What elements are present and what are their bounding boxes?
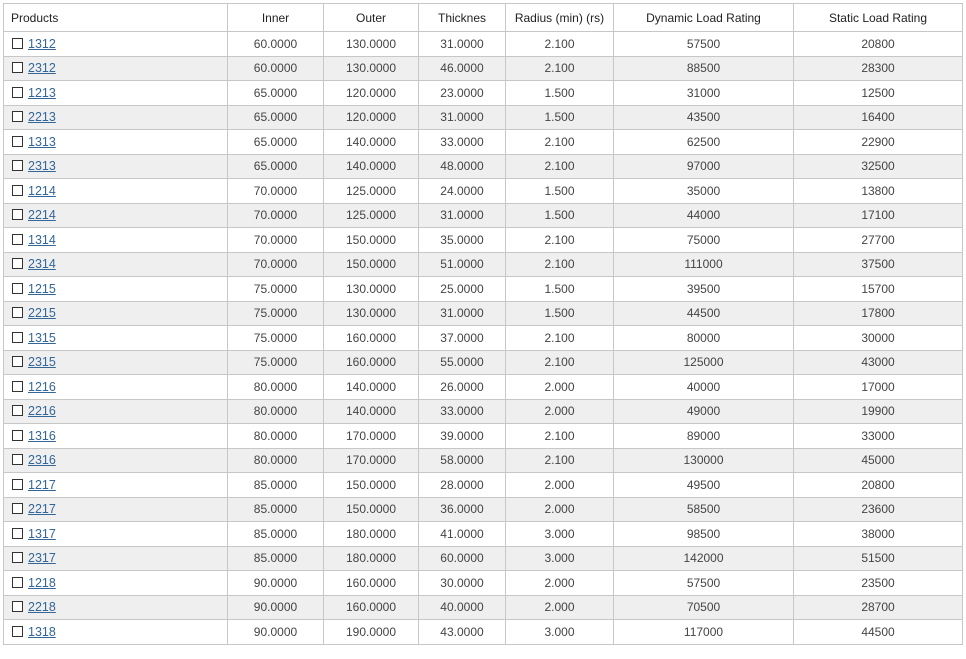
product-cell <box>4 571 228 596</box>
row-select-checkbox[interactable] <box>12 430 23 441</box>
dynamic-load-cell: 40000 <box>614 375 794 400</box>
row-select-checkbox[interactable] <box>12 136 23 147</box>
outer-cell: 180.0000 <box>324 546 419 571</box>
row-select-checkbox[interactable] <box>12 552 23 563</box>
inner-cell: 60.0000 <box>228 32 324 57</box>
static-load-cell: 22900 <box>794 130 963 155</box>
radius-cell: 2.100 <box>506 350 614 375</box>
product-cell <box>4 130 228 155</box>
static-load-cell: 51500 <box>794 546 963 571</box>
inner-cell: 65.0000 <box>228 105 324 130</box>
table-row <box>4 350 963 375</box>
thickness-cell: 37.0000 <box>419 326 506 351</box>
radius-cell: 2.100 <box>506 448 614 473</box>
inner-cell: 75.0000 <box>228 301 324 326</box>
product-link[interactable]: 2314 <box>28 257 56 272</box>
product-cell <box>4 81 228 106</box>
static-load-cell: 20800 <box>794 32 963 57</box>
thickness-cell: 25.0000 <box>419 277 506 302</box>
table-row <box>4 473 963 498</box>
outer-cell: 170.0000 <box>324 448 419 473</box>
thickness-cell: 58.0000 <box>419 448 506 473</box>
thickness-cell: 48.0000 <box>419 154 506 179</box>
product-link[interactable]: 1314 <box>28 232 56 247</box>
product-link[interactable]: 1214 <box>28 183 56 198</box>
table-row <box>4 130 963 155</box>
table-row <box>4 595 963 620</box>
static-load-cell: 16400 <box>794 105 963 130</box>
product-cell <box>4 497 228 522</box>
outer-cell: 150.0000 <box>324 228 419 253</box>
product-link[interactable]: 2317 <box>28 551 56 566</box>
static-load-cell: 37500 <box>794 252 963 277</box>
outer-cell: 150.0000 <box>324 252 419 277</box>
inner-cell: 80.0000 <box>228 399 324 424</box>
thickness-cell: 31.0000 <box>419 301 506 326</box>
dynamic-load-cell: 57500 <box>614 571 794 596</box>
inner-cell: 70.0000 <box>228 228 324 253</box>
product-link[interactable]: 2313 <box>28 159 56 174</box>
static-load-cell: 30000 <box>794 326 963 351</box>
row-select-checkbox[interactable] <box>12 283 23 294</box>
thickness-cell: 40.0000 <box>419 595 506 620</box>
thickness-cell: 30.0000 <box>419 571 506 596</box>
row-select-checkbox[interactable] <box>12 258 23 269</box>
product-link[interactable]: 2217 <box>28 502 56 517</box>
thickness-cell: 31.0000 <box>419 105 506 130</box>
thickness-cell: 39.0000 <box>419 424 506 449</box>
thickness-cell: 33.0000 <box>419 399 506 424</box>
inner-cell: 85.0000 <box>228 473 324 498</box>
product-cell <box>4 32 228 57</box>
outer-cell: 140.0000 <box>324 375 419 400</box>
product-cell <box>4 473 228 498</box>
outer-cell: 160.0000 <box>324 350 419 375</box>
inner-cell: 85.0000 <box>228 546 324 571</box>
dynamic-load-cell: 111000 <box>614 252 794 277</box>
product-link[interactable]: 2215 <box>28 306 56 321</box>
inner-cell: 65.0000 <box>228 81 324 106</box>
product-cell <box>4 399 228 424</box>
radius-cell: 3.000 <box>506 522 614 547</box>
radius-cell: 1.500 <box>506 81 614 106</box>
row-select-checkbox[interactable] <box>12 381 23 392</box>
thickness-cell: 24.0000 <box>419 179 506 204</box>
dynamic-load-cell: 117000 <box>614 620 794 645</box>
product-cell <box>4 620 228 645</box>
inner-cell: 80.0000 <box>228 375 324 400</box>
column-header-products[interactable]: Products <box>4 4 228 32</box>
static-load-cell: 43000 <box>794 350 963 375</box>
row-select-checkbox[interactable] <box>12 528 23 539</box>
table-row <box>4 179 963 204</box>
row-select-checkbox[interactable] <box>12 601 23 612</box>
table-row <box>4 399 963 424</box>
dynamic-load-cell: 49500 <box>614 473 794 498</box>
thickness-cell: 43.0000 <box>419 620 506 645</box>
outer-cell: 150.0000 <box>324 473 419 498</box>
inner-cell: 85.0000 <box>228 497 324 522</box>
static-load-cell: 45000 <box>794 448 963 473</box>
table-row <box>4 424 963 449</box>
row-select-checkbox[interactable] <box>12 185 23 196</box>
row-select-checkbox[interactable] <box>12 356 23 367</box>
inner-cell: 65.0000 <box>228 154 324 179</box>
static-load-cell: 27700 <box>794 228 963 253</box>
product-link[interactable]: 1217 <box>28 477 56 492</box>
table-row <box>4 154 963 179</box>
thickness-cell: 46.0000 <box>419 56 506 81</box>
table-row <box>4 203 963 228</box>
static-load-cell: 19900 <box>794 399 963 424</box>
radius-cell: 2.100 <box>506 56 614 81</box>
outer-cell: 120.0000 <box>324 81 419 106</box>
outer-cell: 125.0000 <box>324 203 419 228</box>
outer-cell: 130.0000 <box>324 277 419 302</box>
row-select-checkbox[interactable] <box>12 62 23 73</box>
static-load-cell: 23600 <box>794 497 963 522</box>
row-select-checkbox[interactable] <box>12 577 23 588</box>
radius-cell: 1.500 <box>506 301 614 326</box>
product-link[interactable]: 2216 <box>28 404 56 419</box>
thickness-cell: 28.0000 <box>419 473 506 498</box>
table-row <box>4 448 963 473</box>
inner-cell: 75.0000 <box>228 326 324 351</box>
radius-cell: 1.500 <box>506 105 614 130</box>
radius-cell: 1.500 <box>506 277 614 302</box>
inner-cell: 70.0000 <box>228 203 324 228</box>
static-load-cell: 33000 <box>794 424 963 449</box>
product-cell <box>4 326 228 351</box>
product-link[interactable]: 2316 <box>28 453 56 468</box>
outer-cell: 170.0000 <box>324 424 419 449</box>
products-table <box>3 3 963 645</box>
dynamic-load-cell: 44000 <box>614 203 794 228</box>
product-link[interactable]: 1216 <box>28 379 56 394</box>
thickness-cell: 23.0000 <box>419 81 506 106</box>
product-cell <box>4 277 228 302</box>
table-row <box>4 571 963 596</box>
static-load-cell: 15700 <box>794 277 963 302</box>
radius-cell: 2.100 <box>506 424 614 449</box>
table-header-row <box>4 4 963 32</box>
column-header-inner[interactable]: Inner <box>228 4 324 32</box>
table-row <box>4 252 963 277</box>
outer-cell: 140.0000 <box>324 154 419 179</box>
product-cell <box>4 424 228 449</box>
inner-cell: 70.0000 <box>228 252 324 277</box>
dynamic-load-cell: 130000 <box>614 448 794 473</box>
radius-cell: 2.100 <box>506 154 614 179</box>
row-select-checkbox[interactable] <box>12 38 23 49</box>
product-link[interactable]: 2312 <box>28 61 56 76</box>
static-load-cell: 23500 <box>794 571 963 596</box>
inner-cell: 90.0000 <box>228 620 324 645</box>
product-cell <box>4 203 228 228</box>
table-row <box>4 326 963 351</box>
product-cell <box>4 595 228 620</box>
outer-cell: 130.0000 <box>324 56 419 81</box>
row-select-checkbox[interactable] <box>12 479 23 490</box>
product-cell <box>4 350 228 375</box>
radius-cell: 2.000 <box>506 595 614 620</box>
row-select-checkbox[interactable] <box>12 234 23 245</box>
product-link[interactable]: 2214 <box>28 208 56 223</box>
inner-cell: 60.0000 <box>228 56 324 81</box>
radius-cell: 1.500 <box>506 203 614 228</box>
outer-cell: 160.0000 <box>324 326 419 351</box>
outer-cell: 140.0000 <box>324 399 419 424</box>
row-select-checkbox[interactable] <box>12 209 23 220</box>
inner-cell: 90.0000 <box>228 595 324 620</box>
product-link[interactable]: 1313 <box>28 134 56 149</box>
radius-cell: 2.000 <box>506 497 614 522</box>
static-load-cell: 13800 <box>794 179 963 204</box>
dynamic-load-cell: 58500 <box>614 497 794 522</box>
column-header-static-load-rating[interactable]: Static Load Rating <box>794 4 963 32</box>
table-row <box>4 497 963 522</box>
static-load-cell: 17800 <box>794 301 963 326</box>
outer-cell: 120.0000 <box>324 105 419 130</box>
radius-cell: 2.100 <box>506 326 614 351</box>
dynamic-load-cell: 89000 <box>614 424 794 449</box>
radius-cell: 2.100 <box>506 228 614 253</box>
static-load-cell: 20800 <box>794 473 963 498</box>
dynamic-load-cell: 98500 <box>614 522 794 547</box>
outer-cell: 130.0000 <box>324 301 419 326</box>
row-select-checkbox[interactable] <box>12 405 23 416</box>
thickness-cell: 31.0000 <box>419 32 506 57</box>
outer-cell: 160.0000 <box>324 595 419 620</box>
thickness-cell: 51.0000 <box>419 252 506 277</box>
inner-cell: 70.0000 <box>228 179 324 204</box>
dynamic-load-cell: 39500 <box>614 277 794 302</box>
dynamic-load-cell: 62500 <box>614 130 794 155</box>
thickness-cell: 33.0000 <box>419 130 506 155</box>
radius-cell: 1.500 <box>506 179 614 204</box>
dynamic-load-cell: 44500 <box>614 301 794 326</box>
product-cell <box>4 546 228 571</box>
product-cell <box>4 105 228 130</box>
thickness-cell: 36.0000 <box>419 497 506 522</box>
table-row <box>4 81 963 106</box>
dynamic-load-cell: 142000 <box>614 546 794 571</box>
inner-cell: 90.0000 <box>228 571 324 596</box>
inner-cell: 80.0000 <box>228 448 324 473</box>
thickness-cell: 60.0000 <box>419 546 506 571</box>
table-row <box>4 375 963 400</box>
radius-cell: 2.100 <box>506 130 614 155</box>
static-load-cell: 44500 <box>794 620 963 645</box>
product-cell <box>4 375 228 400</box>
inner-cell: 75.0000 <box>228 350 324 375</box>
table-row <box>4 105 963 130</box>
product-cell <box>4 179 228 204</box>
column-header-outer[interactable]: Outer <box>324 4 419 32</box>
product-cell <box>4 301 228 326</box>
radius-cell: 2.100 <box>506 252 614 277</box>
dynamic-load-cell: 31000 <box>614 81 794 106</box>
thickness-cell: 41.0000 <box>419 522 506 547</box>
radius-cell: 3.000 <box>506 546 614 571</box>
product-link[interactable]: 1317 <box>28 526 56 541</box>
dynamic-load-cell: 80000 <box>614 326 794 351</box>
row-select-checkbox[interactable] <box>12 454 23 465</box>
column-header-thickness[interactable]: Thicknes <box>419 4 506 32</box>
product-cell <box>4 154 228 179</box>
dynamic-load-cell: 70500 <box>614 595 794 620</box>
row-select-checkbox[interactable] <box>12 307 23 318</box>
product-cell <box>4 448 228 473</box>
table-row <box>4 277 963 302</box>
row-select-checkbox[interactable] <box>12 160 23 171</box>
dynamic-load-cell: 125000 <box>614 350 794 375</box>
dynamic-load-cell: 97000 <box>614 154 794 179</box>
product-link[interactable]: 1312 <box>28 36 56 51</box>
table-row <box>4 301 963 326</box>
outer-cell: 190.0000 <box>324 620 419 645</box>
product-cell <box>4 56 228 81</box>
product-cell <box>4 228 228 253</box>
outer-cell: 125.0000 <box>324 179 419 204</box>
inner-cell: 85.0000 <box>228 522 324 547</box>
dynamic-load-cell: 43500 <box>614 105 794 130</box>
table-row <box>4 522 963 547</box>
product-link[interactable]: 1315 <box>28 330 56 345</box>
thickness-cell: 55.0000 <box>419 350 506 375</box>
static-load-cell: 17100 <box>794 203 963 228</box>
static-load-cell: 12500 <box>794 81 963 106</box>
static-load-cell: 32500 <box>794 154 963 179</box>
product-link[interactable]: 2315 <box>28 355 56 370</box>
outer-cell: 130.0000 <box>324 32 419 57</box>
row-select-checkbox[interactable] <box>12 87 23 98</box>
static-load-cell: 28700 <box>794 595 963 620</box>
row-select-checkbox[interactable] <box>12 111 23 122</box>
radius-cell: 2.000 <box>506 571 614 596</box>
dynamic-load-cell: 88500 <box>614 56 794 81</box>
dynamic-load-cell: 35000 <box>614 179 794 204</box>
radius-cell: 2.000 <box>506 375 614 400</box>
product-link[interactable]: 2213 <box>28 110 56 125</box>
outer-cell: 160.0000 <box>324 571 419 596</box>
dynamic-load-cell: 57500 <box>614 32 794 57</box>
column-header-dynamic-load-rating[interactable]: Dynamic Load Rating <box>614 4 794 32</box>
static-load-cell: 38000 <box>794 522 963 547</box>
table-row <box>4 546 963 571</box>
inner-cell: 80.0000 <box>228 424 324 449</box>
column-header-radius[interactable]: Radius (min) (rs) <box>506 4 614 32</box>
radius-cell: 2.100 <box>506 32 614 57</box>
thickness-cell: 31.0000 <box>419 203 506 228</box>
outer-cell: 180.0000 <box>324 522 419 547</box>
outer-cell: 150.0000 <box>324 497 419 522</box>
dynamic-load-cell: 75000 <box>614 228 794 253</box>
outer-cell: 140.0000 <box>324 130 419 155</box>
radius-cell: 3.000 <box>506 620 614 645</box>
product-link[interactable]: 1218 <box>28 575 56 590</box>
product-link[interactable]: 2218 <box>28 600 56 615</box>
radius-cell: 2.000 <box>506 473 614 498</box>
product-cell <box>4 522 228 547</box>
radius-cell: 2.000 <box>506 399 614 424</box>
product-cell <box>4 252 228 277</box>
dynamic-load-cell: 49000 <box>614 399 794 424</box>
product-link[interactable]: 1213 <box>28 85 56 100</box>
product-link[interactable]: 1316 <box>28 428 56 443</box>
inner-cell: 75.0000 <box>228 277 324 302</box>
row-select-checkbox[interactable] <box>12 332 23 343</box>
static-load-cell: 28300 <box>794 56 963 81</box>
table-row <box>4 32 963 57</box>
product-link[interactable]: 1318 <box>28 624 56 639</box>
row-select-checkbox[interactable] <box>12 503 23 514</box>
table-row <box>4 620 963 645</box>
inner-cell: 65.0000 <box>228 130 324 155</box>
static-load-cell: 17000 <box>794 375 963 400</box>
thickness-cell: 26.0000 <box>419 375 506 400</box>
table-row <box>4 228 963 253</box>
table-row <box>4 56 963 81</box>
row-select-checkbox[interactable] <box>12 626 23 637</box>
thickness-cell: 35.0000 <box>419 228 506 253</box>
product-link[interactable]: 1215 <box>28 281 56 296</box>
